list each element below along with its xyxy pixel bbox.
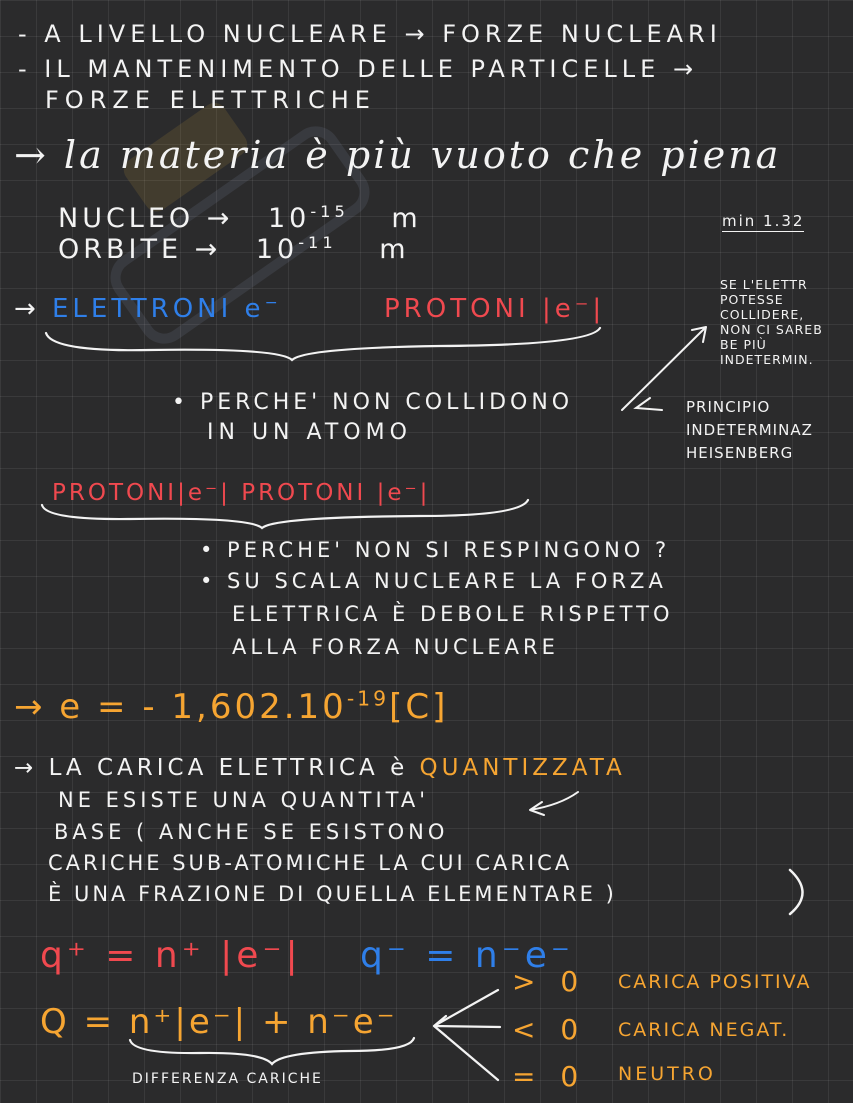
scala-line-3: ALLA FORZA NUCLEARE [232,635,559,659]
orbite-label: ORBITE → $10^{-11}$ m [58,233,410,265]
carica-quantizzata: → LA CARICA ELETTRICA è QUANTIZZATA [14,755,626,781]
equal-zero: = 0 [512,1060,587,1093]
scala-line-2: ELETTRICA È DEBOLE RISPETTO [232,602,674,626]
closing-parenthesis [790,870,803,914]
less-than-zero: < 0 [512,1013,587,1046]
Q-formula: Q = n⁺|e⁻| + n⁻e⁻ [40,1002,398,1042]
branch-lines [434,990,500,1080]
side-note-line: BE PIÙ [720,337,767,352]
brace-differenza [130,1038,414,1064]
arrow-to-quantita [530,792,578,815]
protoni-pair: PROTONI|e⁻| PROTONI |e⁻| [52,480,431,506]
side-note-line: POTESSE [720,292,784,307]
side-note-line: INDETERMIN. [720,352,814,367]
line-livello-nucleare: - A LIVELLO NUCLEARE → FORZE NUCLEARI [18,20,722,48]
principio-line: HEISENBERG [686,444,794,462]
carica-positiva: CARICA POSITIVA [618,971,812,993]
neutro: NEUTRO [618,1063,716,1085]
quantita-line-2: BASE ( ANCHE SE ESISTONO [54,820,449,844]
nucleo-label: NUCLEO → $10^{-15}$ m [58,202,422,234]
quantita-line-4: È UNA FRAZIONE DI QUELLA ELEMENTARE ) [48,882,617,906]
principio-line: INDETERMINAZ [686,421,813,439]
brace-electrons-protons [46,328,600,360]
differenza-cariche: DIFFERENZA CARICHE [132,1071,323,1087]
quantita-line-3: CARICHE SUB-ATOMICHE LA CUI CARICA [48,851,573,875]
electron-charge: → e = - $1,602.10^{-19}[C]$ [14,686,449,727]
line-materia: → la materia è più vuoto che piena [14,133,782,177]
arrow-elettroni: → [14,294,36,324]
q-plus-formula: q⁺ = n⁺ |e⁻| [40,935,302,976]
carica-negativa: CARICA NEGAT. [618,1019,790,1041]
protoni-label: PROTONI |e⁻| [384,294,606,324]
q-minus-formula: q⁻ = n⁻e⁻ [360,935,574,976]
perche-collidono: • PERCHE' NON COLLIDONO [172,390,574,415]
line-mantenimento: - IL MANTENIMENTO DELLE PARTICELLE → [18,55,699,83]
angle-mark [636,398,662,410]
brace-protons-pair [42,500,528,528]
side-note-line: SE L'ELETTR [720,277,808,292]
greater-than-zero: > 0 [512,965,587,998]
elettroni-label: ELETTRONI e− [52,293,282,324]
in-un-atomo: IN UN ATOMO [207,420,412,445]
line-forze-elettriche: FORZE ELETTRICHE [45,86,376,114]
side-note-line: NON CI SAREB [720,322,823,337]
side-note-line: COLLIDERE, [720,307,805,322]
quantita-line-1: NE ESISTE UNA QUANTITA' [58,788,429,812]
min-note: min 1.32 [722,212,805,230]
perche-respingono: • PERCHE' NON SI RESPINGONO ? [200,538,671,562]
arrow-to-side-note [622,327,706,410]
scala-line-1: • SU SCALA NUCLEARE LA FORZA [200,569,667,593]
principio-line: PRINCIPIO [686,398,771,416]
